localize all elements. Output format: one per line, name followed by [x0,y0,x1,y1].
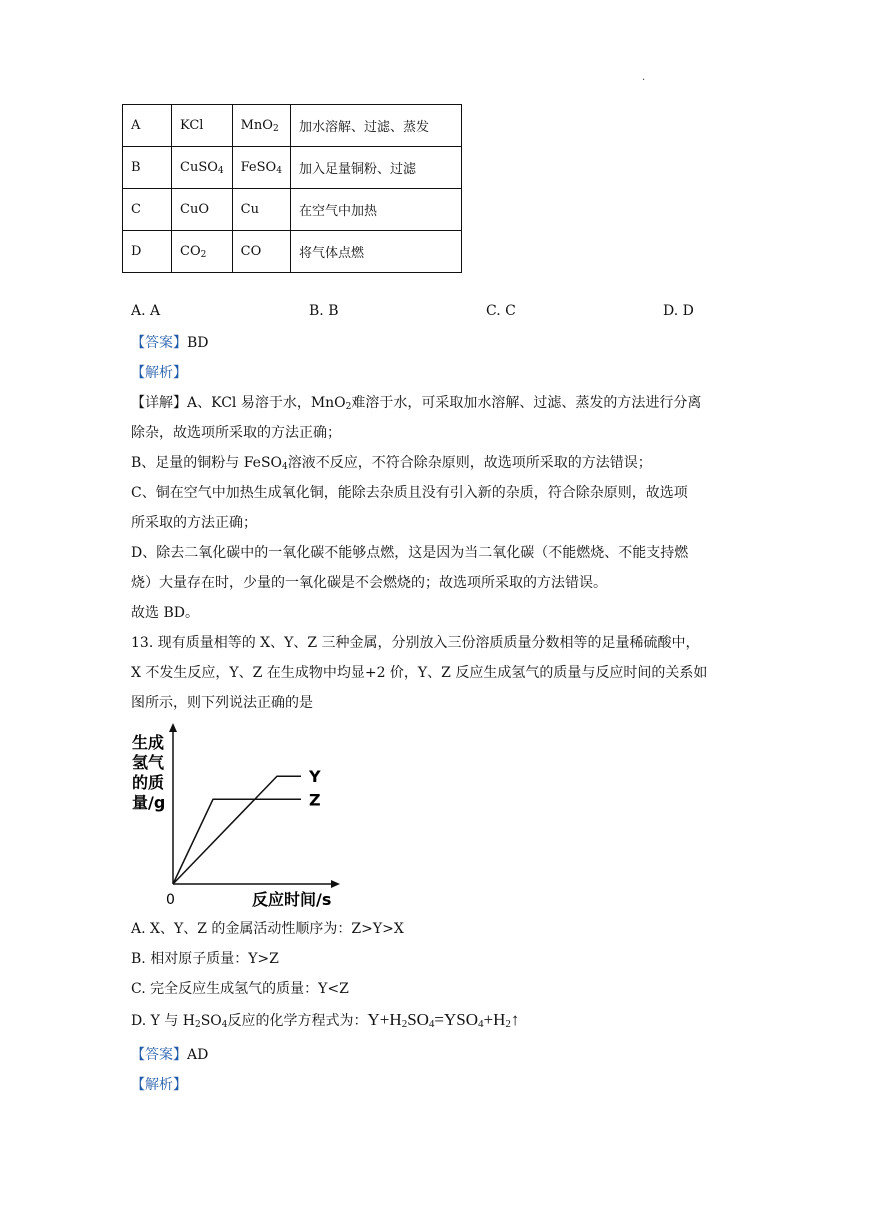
series-line-z [173,799,301,884]
choice-c: C. C [486,303,516,319]
purification-table [122,104,462,273]
row-label: B [123,147,172,189]
q12-detail-line: 【详解】A、KCl 易溶于水，MnO$_2$难溶于水，可采取加水溶解、过滤、蒸发的方法进行分离 [131,395,702,412]
impurity-cell: Cu [232,189,290,231]
q12-detail-line: C、铜在空气中加热生成氧化铜，能除去杂质且没有引入新的杂质，符合除杂原则，故选项 [131,485,688,501]
origin-label: 0 [166,892,175,908]
choice-d: D. D [663,303,694,319]
table-row [123,189,462,231]
series-label-y: Y [309,767,321,787]
q12-detail-line: D、除去二氧化碳中的一氧化碳不能够点燃，这是因为当二氧化碳（不能燃烧、不能支持燃 [131,545,689,561]
series-label-z: Z [309,790,321,810]
chart-ylabel [132,733,165,812]
q12-detail-line: 烧）大量存在时，少量的一氧化碳是不会燃烧的；故选项所采取的方法错误。 [131,575,607,591]
q13-stem-line: 图所示，则下列说法正确的是 [131,695,313,711]
substance-cell: $CO_2$ [172,231,233,273]
q12-answer: 【答案】BD [131,335,209,351]
q12-choices [131,303,731,323]
q12-detail-line: 除杂，故选项所采取的方法正确； [131,425,341,441]
q12-analysis-tag: 【解析】 [131,365,187,381]
table-row [123,231,462,273]
row-label: D [123,231,172,273]
method-cell: 加入足量铜粉、过滤 [290,147,461,189]
q13-option-d: D. Y 与 $H_2SO_4$反应的化学方程式为：$Y+H_2SO_4=YSO_4+H_2↑$ [131,1010,520,1030]
ylabel-line: 生成 [132,733,165,752]
y-axis-arrow-icon [169,723,177,732]
ylabel-line: 的质 [132,773,165,792]
impurity-cell: MnO$_2$ [232,105,290,147]
choice-b: B. B [309,303,339,319]
hydrogen-mass-chart [128,722,358,908]
method-cell: 将气体点燃 [290,231,461,273]
impurity-cell: CO [232,231,290,273]
q12-conclusion: 故选 BD。 [131,605,199,621]
choice-a: A. A [131,303,161,319]
substance-cell: CuO [172,189,233,231]
row-label: C [123,189,172,231]
q13-option-c: C. 完全反应生成氢气的质量：Y<Z [131,981,349,997]
q13-option-a: A. X、Y、Z 的金属活动性顺序为：Z>Y>X [131,921,404,937]
q12-detail-line: 所采取的方法正确； [131,515,257,531]
q13-stem-line: 13. 现有质量相等的 X、Y、Z 三种金属，分别放入三份溶质质量分数相等的足量稀硫酸中， [131,635,700,651]
chart-xlabel: 反应时间/s [252,890,332,908]
chemical-equation: $Y+H_2SO_4=YSO_4+H_2↑$ [367,1010,520,1030]
series-layer [173,767,321,884]
q13-analysis-tag: 【解析】 [131,1077,187,1093]
x-axis-arrow-icon [331,880,340,888]
table-row [123,105,462,147]
substance-cell: CuSO$_4$ [172,147,233,189]
table-row [123,147,462,189]
page-dot: . [642,72,646,83]
ylabel-line: 氢气 [132,753,165,772]
series-line-y [173,776,301,884]
method-cell: 在空气中加热 [290,189,461,231]
row-label: A [123,105,172,147]
q13-answer: 【答案】AD [131,1047,209,1063]
q13-option-b: B. 相对原子质量：Y>Z [131,951,279,967]
impurity-cell: FeSO$_4$ [232,147,290,189]
q13-stem-line: X 不发生反应，Y、Z 在生成物中均显+2 价，Y、Z 反应生成氢气的质量与反应时间的关系如 [131,665,708,681]
substance-cell: KCl [172,105,233,147]
method-cell: 加水溶解、过滤、蒸发 [290,105,461,147]
ylabel-line: 量/g [132,793,166,812]
q12-detail-line: B、足量的铜粉与 FeSO$_4$溶液不反应，不符合除杂原则，故选项所采取的方法错误； [131,455,652,472]
